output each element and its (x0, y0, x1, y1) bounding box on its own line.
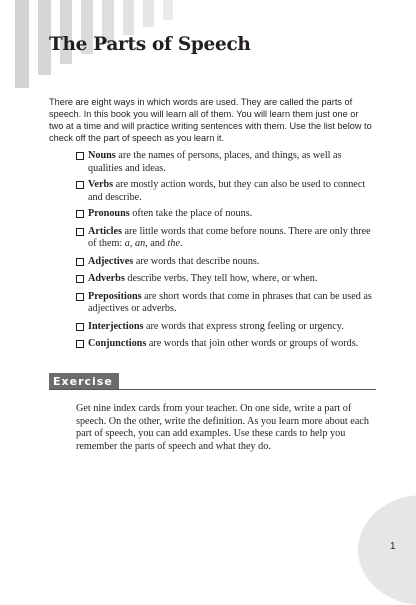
item-term: Verbs (88, 179, 114, 190)
checklist-item-pronouns (76, 208, 376, 221)
item-description: are the names of persons, places, and things, as well as qualities and ideas. (88, 150, 342, 174)
parts-of-speech-checklist (76, 150, 376, 349)
exercise-heading: Exercise (49, 373, 119, 390)
checkbox-icon[interactable] (76, 210, 84, 218)
checklist-item-nouns (76, 150, 376, 175)
checkbox-icon[interactable] (76, 258, 84, 266)
page-number-tab (358, 495, 416, 605)
checkbox-icon[interactable] (76, 323, 84, 331)
page-number: 1 (390, 541, 396, 552)
item-term: Adjectives (88, 255, 134, 267)
item-description: are little words that come before nouns. There are only three of them: (88, 225, 371, 249)
item-term: Interjections (88, 320, 144, 332)
exercise-divider (49, 389, 376, 390)
checklist-item-articles: Articles are little words that come before nouns. There are only three of them: a, an, and the. (76, 226, 376, 251)
item-term: Nouns (88, 150, 116, 161)
page-title: The Parts of Speech (49, 34, 251, 55)
checklist-item-adverbs (76, 273, 376, 286)
item-term: Prepositions (88, 290, 142, 302)
exercise-paragraph: Get nine index cards from your teacher. On one side, write a part of speech. On the other, write the definition. As you learn more about each part of speech, you can add examples. Use these cards to help you remember the parts of speech and what they do. (76, 403, 369, 452)
decorative-stripe (123, 0, 134, 35)
decorative-stripe (143, 0, 154, 27)
item-description: are words that express strong feeling or urgency. (143, 320, 344, 332)
item-term: Conjunctions (88, 338, 147, 349)
item-term: Articles (88, 225, 122, 237)
checkbox-icon[interactable] (76, 152, 84, 160)
example-word: an (134, 238, 146, 249)
decorative-stripe (163, 0, 173, 20)
checkbox-icon[interactable] (76, 293, 84, 301)
decorative-stripe (15, 0, 29, 88)
example-word: the (167, 238, 180, 249)
checklist-item-verbs (76, 179, 376, 204)
checklist-item-conjunctions (76, 338, 376, 351)
item-term: Adverbs (88, 273, 125, 284)
checkbox-icon[interactable] (76, 181, 84, 189)
item-description: are mostly action words, but they can also be used to connect and describe. (88, 179, 366, 203)
intro-paragraph: There are eight ways in which words are used. They are called the parts of speech. In this book you will learn all of them. You will learn them just one or two at a time and will practice writing sentences with them. Use the list below to check off the part of speech as you learn it. (49, 97, 372, 143)
example-word: a (124, 238, 130, 249)
checklist-item-interjections (76, 321, 376, 334)
item-description: are short words that come in phrases that can be used as adjectives or adverbs. (88, 290, 372, 314)
checkbox-icon[interactable] (76, 228, 84, 236)
item-description: are words that join other words or groups of words. (146, 338, 359, 349)
checkbox-icon[interactable] (76, 340, 84, 348)
item-description: describe verbs. They tell how, where, or when. (124, 273, 318, 284)
item-description: often take the place of nouns. (129, 208, 253, 219)
checkbox-icon[interactable] (76, 275, 84, 283)
checklist-item-prepositions (76, 291, 376, 316)
checklist-item-adjectives (76, 256, 376, 269)
item-description: are words that describe nouns. (133, 255, 260, 267)
item-term: Pronouns (88, 208, 130, 219)
